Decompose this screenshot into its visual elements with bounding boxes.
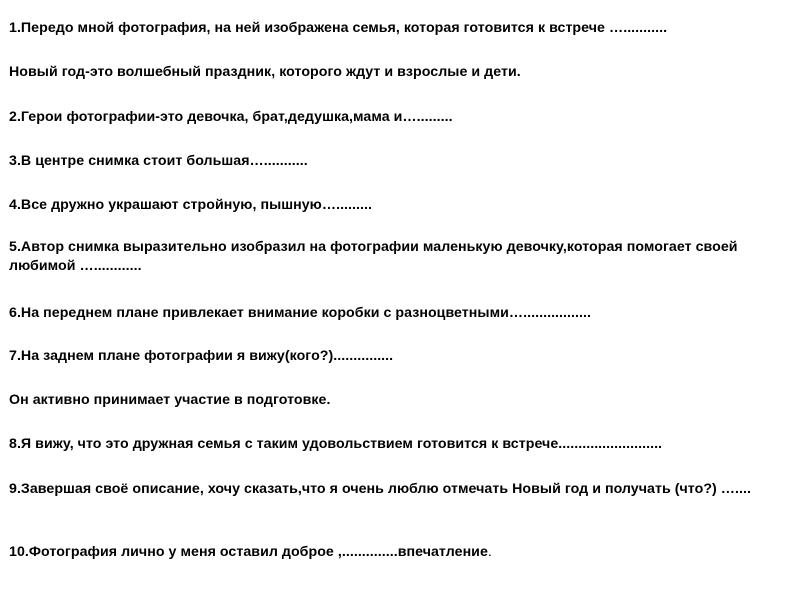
sentence-10-text: 10.Фотография лично у меня оставил доброе ,..............впечатление [9, 544, 488, 560]
sentence-new-year: Новый год-это волшебный праздник, которого ждут и взрослые и дети. [9, 64, 521, 80]
sentence-10 [9, 543, 789, 562]
sentence-6: 6.На переднем плане привлекает внимание коробки с разноцветными…................. [9, 305, 591, 321]
sentence-10-period: . [487, 544, 492, 560]
sentence-1: 1.Передо мной фотография, на ней изображена семья, которая готовится к встрече …........... [9, 20, 668, 36]
sentence-5: 5.Автор снимка выразительно изобразил на фотографии маленькую девочку,которая помогает своей любимой …............ [9, 239, 738, 274]
sentence-4: 4.Все дружно украшают стройную, пышную…......... [9, 197, 373, 213]
sentence-2: 2.Герои фотографии-это девочка, брат,дедушка,мама и…......... [9, 109, 453, 125]
sentence-helper: Он активно принимает участие в подготовке. [9, 392, 331, 408]
sentence-7: 7.На заднем плане фотографии я вижу(кого?)............... [9, 348, 394, 364]
sentence-8: 8.Я вижу, что это дружная семья с таким удовольствием готовится к встрече.......................... [9, 436, 663, 452]
sentence-3: 3.В центре снимка стоит большая…........... [9, 153, 308, 169]
sentence-9: 9.Завершая своё описание, хочу сказать,что я очень люблю отмечать Новый год и получать (что?) ….... [9, 481, 752, 497]
